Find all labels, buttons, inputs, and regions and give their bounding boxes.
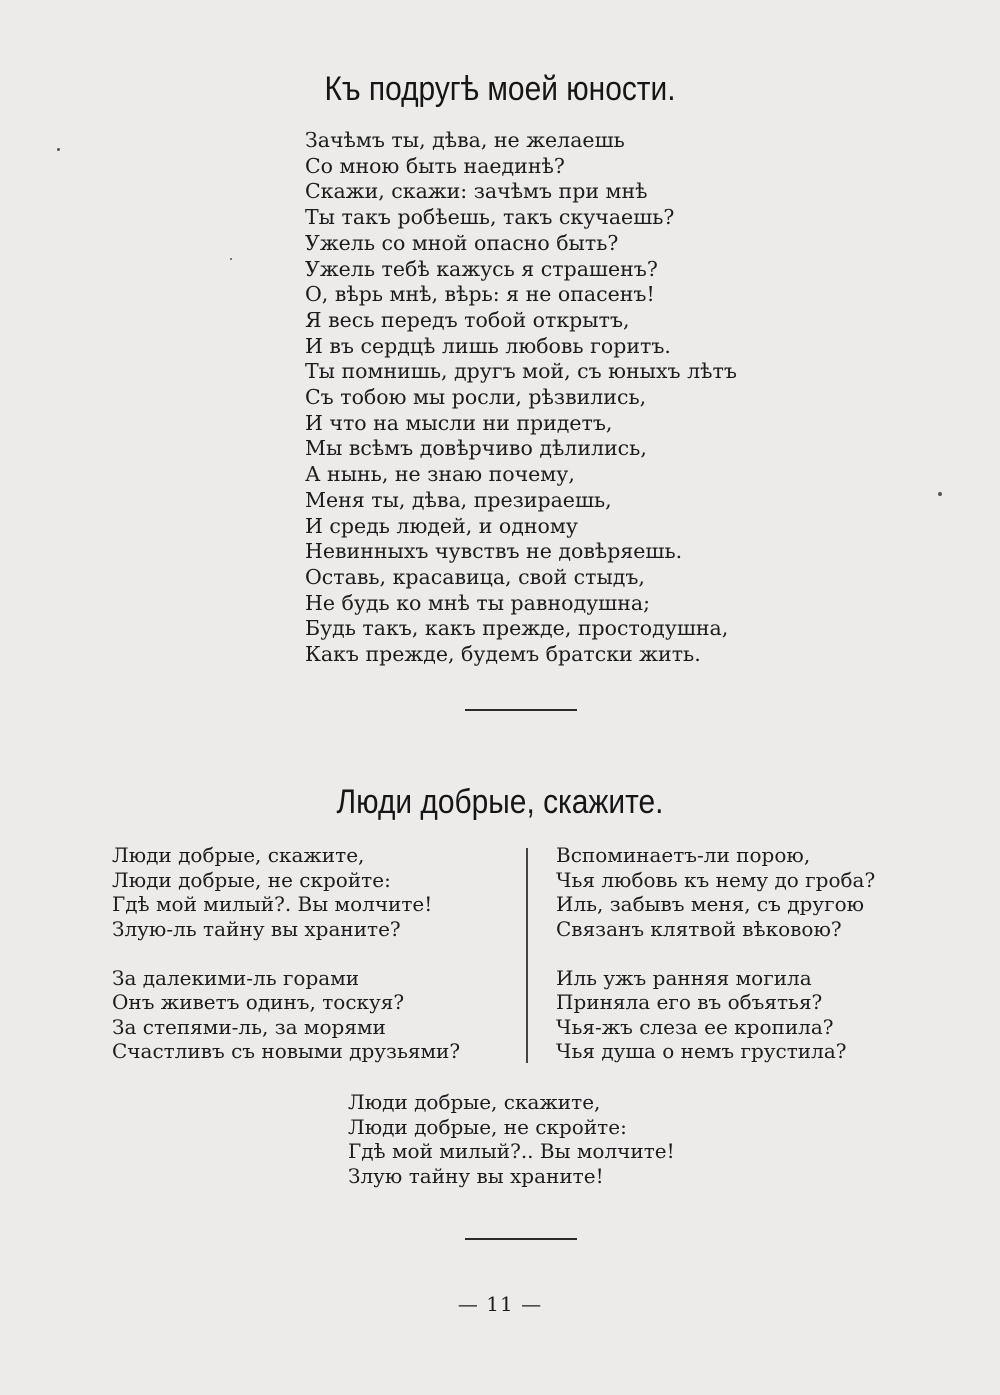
paper-speck <box>938 492 942 496</box>
poem2-title: Люди добрые, скажите. <box>336 783 664 821</box>
page-number: — 11 — <box>457 1292 543 1316</box>
refrain-line: Люди добрые, не скройте: <box>348 1114 627 1139</box>
poem2-refrain <box>348 1090 748 1188</box>
poem1-line: Съ тобою мы росли, рѣзвились, <box>305 385 647 410</box>
poem1-body <box>305 128 825 668</box>
poem2-line: Чья любовь къ нему до гроба? <box>556 867 876 892</box>
poem1-line: Оставь, красавица, свой стыдъ, <box>305 564 645 589</box>
poem2-line: Люди добрые, скажите, <box>112 843 365 867</box>
poem2-left-column <box>112 843 512 1064</box>
refrain-line: Люди добрые, скажите, <box>348 1090 601 1114</box>
poem2-line: Онъ живетъ одинъ, тоскуя? <box>112 990 405 1014</box>
poem1-line: Скажи, скажи: зачѣмъ при мнѣ <box>305 179 648 204</box>
poem1-line: Ты такъ робѣешь, такъ скучаешь? <box>305 205 675 230</box>
poem2-right-column <box>556 843 956 1064</box>
poem2-line: Чья-жъ слеза ее кропила? <box>556 1014 834 1039</box>
poem1-line: А нынь, не знаю почему, <box>305 462 575 487</box>
refrain-line: Гдѣ мой милый?.. Вы молчите! <box>348 1139 675 1163</box>
poem2-line: Иль ужъ ранняя могила <box>556 965 812 990</box>
paper-speck <box>230 258 232 260</box>
poem1-line: Невинныхъ чувствъ не довѣряешь. <box>305 539 683 564</box>
poem2-line: За степями-ль, за морями <box>112 1014 386 1039</box>
poem1-line: О, вѣрь мнѣ, вѣрь: я не опасенъ! <box>305 282 655 307</box>
poem2-line: Вспоминаетъ-ли порою, <box>556 843 811 867</box>
poem1-line: Не будь ко мнѣ ты равнодушна; <box>305 590 650 615</box>
poem2-line: Злую-ль тайну вы храните? <box>112 916 401 941</box>
poem2-line: Гдѣ мой милый?. Вы молчите! <box>112 892 433 916</box>
poem1-line: Зачѣмъ ты, дѣва, не желаешь <box>305 128 625 152</box>
column-rule <box>526 848 528 1063</box>
poem1-line: Какъ прежде, будемъ братски жить. <box>305 642 701 667</box>
section-divider <box>465 709 577 711</box>
poem1-line: Я весь передъ тобой открытъ, <box>305 307 630 332</box>
poem1-line: Ужель со мной опасно быть? <box>305 230 619 255</box>
poem2-line: За далекими-ль горами <box>112 965 360 990</box>
poem1-line: Мы всѣмъ довѣрчиво дѣлились, <box>305 436 647 461</box>
poem2-line: Чья душа о немъ грустила? <box>556 1039 847 1063</box>
paper-speck <box>57 148 60 151</box>
refrain-line: Злую тайну вы храните! <box>348 1163 604 1188</box>
poem1-line: Со мною быть наединѣ? <box>305 153 565 178</box>
poem2-line: Люди добрые, не скройте: <box>112 867 391 892</box>
poem1-line: И что на мысли ни придетъ, <box>305 410 613 435</box>
poem2-line: Счастливъ съ новыми друзьями? <box>112 1039 461 1063</box>
end-divider <box>465 1238 577 1240</box>
stanza-gap <box>556 941 956 966</box>
poem1-line: И средь людей, и одному <box>305 513 578 538</box>
poem1-line: И въ сердцѣ лишь любовь горитъ. <box>305 333 671 358</box>
poem1-title: Къ подругѣ моей юности. <box>324 70 676 108</box>
poem2-line: Иль, забывъ меня, съ другою <box>556 892 865 916</box>
poem1-line: Ужель тебѣ кажусь я страшенъ? <box>305 256 658 281</box>
stanza-gap <box>112 941 512 966</box>
poem1-line: Ты помнишь, другъ мой, съ юныхъ лѣтъ <box>305 359 737 384</box>
poem1-line: Будь такъ, какъ прежде, простодушна, <box>305 616 729 641</box>
poem1-line: Меня ты, дѣва, презираешь, <box>305 487 612 512</box>
poem2-line: Приняла его въ объятья? <box>556 990 823 1014</box>
poem2-line: Связанъ клятвой вѣковою? <box>556 916 842 941</box>
